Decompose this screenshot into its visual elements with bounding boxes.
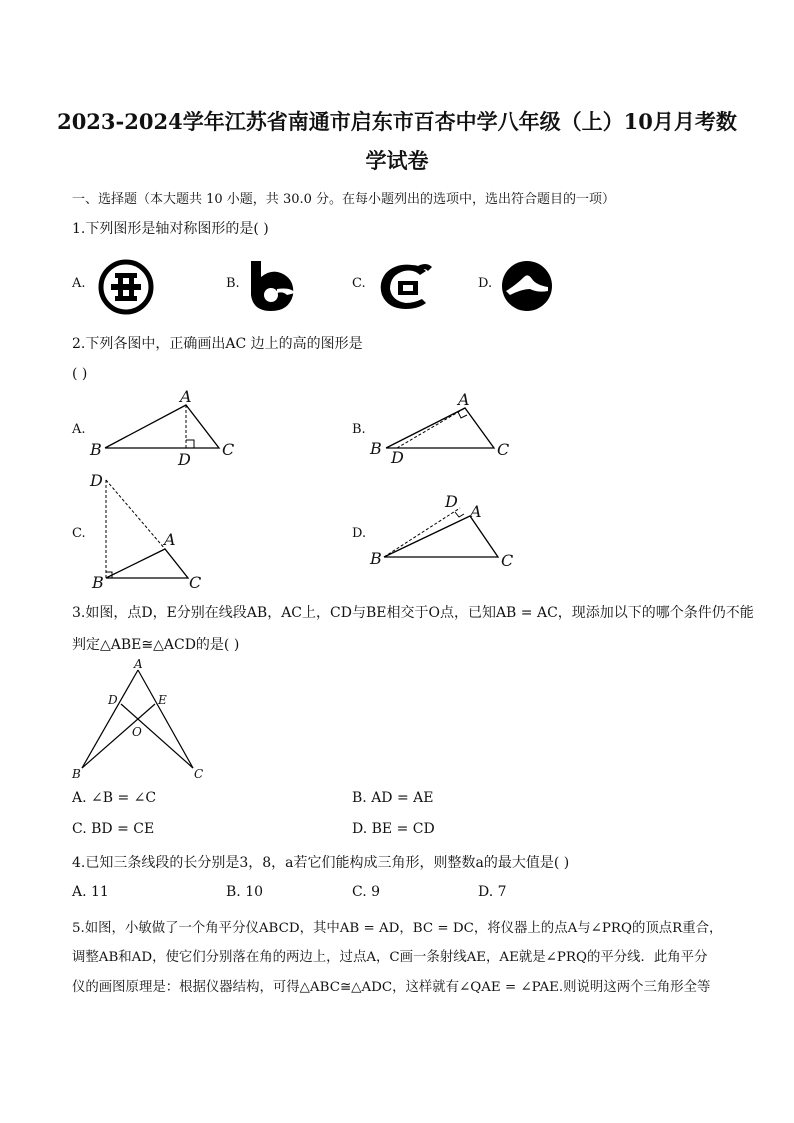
- exam-title-line1: 2023-2024学年江苏省南通市启东市百杏中学八年级（上）10月月考数: [57, 109, 737, 134]
- q3-label-c: C: [194, 767, 204, 781]
- q1-option-c: C.: [352, 276, 366, 291]
- q2-option-c: C.: [72, 526, 86, 541]
- q2a-label-b: B: [90, 440, 102, 459]
- q3-option-d: D. BE = CD: [352, 821, 435, 837]
- q2c-label-d: D: [90, 471, 103, 490]
- q1-option-a: A.: [72, 276, 86, 291]
- q3-option-c: C. BD = CE: [72, 821, 155, 837]
- q3-label-o: O: [132, 725, 142, 739]
- q3-stem-line2: 判定△ABE≅△ACD的是( ): [72, 637, 240, 653]
- q2d-label-a: A: [470, 502, 482, 521]
- q2-option-a: A.: [72, 422, 86, 437]
- q2b-label-c: C: [497, 440, 510, 459]
- q2b-label-b: B: [370, 439, 382, 458]
- q2b-label-a: A: [458, 390, 470, 409]
- q2d-label-c: C: [501, 551, 514, 570]
- q3-label-b: B: [72, 767, 81, 781]
- q2a-label-d: D: [178, 450, 191, 469]
- q5-line2: 调整AB和AD，使它们分别落在角的两边上，过点A，C画一条射线AE，AE就是∠PRQ的平分线．此角平分: [72, 950, 708, 965]
- q1-stem: 1.下列图形是轴对称图形的是( ): [72, 221, 269, 237]
- q3-stem-line1: 3.如图，点D，E分别在线段AB，AC上，CD与BE相交于O点，已知AB = AC，现添加以下的哪个条件仍不能: [72, 605, 754, 621]
- q5-line3: 仪的画图原理是：根据仪器结构，可得△ABC≅△ADC，这样就有∠QAE = ∠PAE.则说明这两个三角形全等: [72, 980, 711, 995]
- q2c-label-c: C: [189, 573, 202, 592]
- q5-line1: 5.如图，小敏做了一个角平分仪ABCD，其中AB = AD，BC = DC，将仪器上的点A与∠PRQ的顶点R重合，: [72, 921, 723, 936]
- q2c-label-b: B: [92, 573, 104, 592]
- q2-option-d: D.: [352, 526, 367, 541]
- q4-option-d: D. 7: [478, 884, 507, 900]
- q2a-label-a: A: [180, 387, 192, 406]
- q2-paren: ( ): [72, 366, 88, 382]
- q2-stem: 2.下列各图中，正确画出AC 边上的高的图形是: [72, 336, 363, 352]
- q1-option-b: B.: [226, 276, 240, 291]
- q3-label-e: E: [158, 693, 167, 707]
- q3-label-a: A: [134, 657, 143, 671]
- q4-option-c: C. 9: [352, 884, 381, 900]
- q1-option-d: D.: [478, 276, 493, 291]
- q4-stem: 4.已知三条线段的长分别是3，8，a若它们能构成三角形，则整数a的最大值是( ): [72, 855, 570, 871]
- q4-option-b: B. 10: [226, 884, 264, 900]
- q2a-label-c: C: [222, 440, 235, 459]
- q2c-label-a: A: [164, 530, 176, 549]
- q3-option-a: A. ∠B = ∠C: [72, 790, 157, 806]
- q2b-label-d: D: [391, 448, 404, 467]
- q3-label-d: D: [108, 693, 118, 707]
- section-heading: 一、选择题（本大题共 10 小题，共 30.0 分。在每小题列出的选项中，选出符合题目的一项）: [72, 192, 616, 207]
- q2d-label-d: D: [445, 492, 458, 511]
- q3-option-b: B. AD = AE: [352, 790, 434, 806]
- q4-option-a: A. 11: [72, 884, 109, 900]
- q2-option-b: B.: [352, 422, 366, 437]
- q2d-label-b: B: [370, 549, 382, 568]
- exam-title-line2: 学试卷: [365, 148, 429, 173]
